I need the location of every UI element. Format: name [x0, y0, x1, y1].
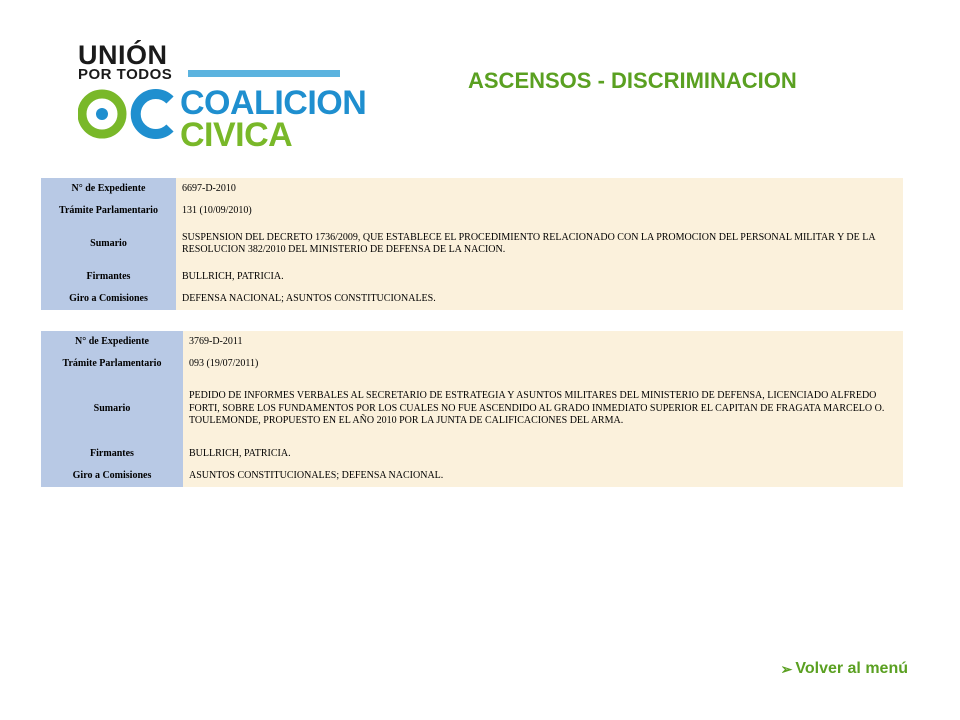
label-tramite: Trámite Parlamentario — [41, 200, 176, 222]
label-firmantes: Firmantes — [41, 443, 183, 465]
logo-civica-text: CIVICA — [180, 116, 293, 154]
back-to-menu-link[interactable] — [781, 660, 908, 678]
expediente-table-1 — [41, 178, 903, 310]
logo-coalicion-text: COALICION — [180, 84, 367, 122]
label-tramite: Trámite Parlamentario — [41, 353, 183, 375]
logo-stripe — [188, 70, 340, 77]
table-row — [41, 178, 903, 200]
back-to-menu-label: Volver al menú — [795, 660, 908, 677]
value-sumario: PEDIDO DE INFORMES VERBALES AL SECRETARIO DE ESTRATEGIA Y ASUNTOS MILITARES DEL MINISTERIO DE DEFENSA, LICENCIADO ALFREDO FORTI, SOBRE LOS FUNDAMENTOS POR LOS CUALES NO FUE ASCENDIDO AL GRADO INMEDIATO SUPERIOR EL CAPITAN DE FRAGATA MARCELO O. TOULEMONDE, PROPUESTO EN EL AÑO 2010 POR LA JUNTA DE CALIFICACIONES DEL ARMA. — [183, 375, 903, 443]
table-row — [41, 443, 903, 465]
value-firmantes: BULLRICH, PATRICIA. — [183, 443, 903, 465]
value-tramite: 131 (10/09/2010) — [176, 200, 903, 222]
label-giro: Giro a Comisiones — [41, 465, 183, 487]
table-row — [41, 200, 903, 222]
value-tramite: 093 (19/07/2011) — [183, 353, 903, 375]
table-row — [41, 222, 903, 266]
logo-union-text: UNIÓN — [78, 40, 168, 70]
table-row — [41, 288, 903, 310]
expediente-table-2 — [41, 331, 903, 487]
table-row — [41, 465, 903, 487]
value-expediente: 3769-D-2011 — [183, 331, 903, 353]
logo-por-todos-text: POR TODOS — [78, 66, 173, 83]
table-row — [41, 375, 903, 443]
label-expediente: N° de Expediente — [41, 178, 176, 200]
value-giro: ASUNTOS CONSTITUCIONALES; DEFENSA NACIONAL. — [183, 465, 903, 487]
label-sumario: Sumario — [41, 222, 176, 266]
logo-cc-icon — [78, 86, 178, 142]
page-title: ASCENSOS - DISCRIMINACION — [468, 68, 797, 93]
table-row — [41, 331, 903, 353]
table-row — [41, 266, 903, 288]
coalicion-civica-logo — [78, 40, 367, 154]
value-expediente: 6697-D-2010 — [176, 178, 903, 200]
label-expediente: N° de Expediente — [41, 331, 183, 353]
value-sumario: SUSPENSION DEL DECRETO 1736/2009, QUE ESTABLECE EL PROCEDIMIENTO RELACIONADO CON LA PROMOCION DEL PERSONAL MILITAR Y DE LA RESOLUCION 382/2010 DEL MINISTERIO DE DEFENSA DE LA NACION. — [176, 222, 903, 266]
arrow-bullet-icon: ➢ — [780, 660, 793, 677]
label-sumario: Sumario — [41, 375, 183, 443]
value-firmantes: BULLRICH, PATRICIA. — [176, 266, 903, 288]
table-row — [41, 353, 903, 375]
label-giro: Giro a Comisiones — [41, 288, 176, 310]
label-firmantes: Firmantes — [41, 266, 176, 288]
value-giro: DEFENSA NACIONAL; ASUNTOS CONSTITUCIONALES. — [176, 288, 903, 310]
